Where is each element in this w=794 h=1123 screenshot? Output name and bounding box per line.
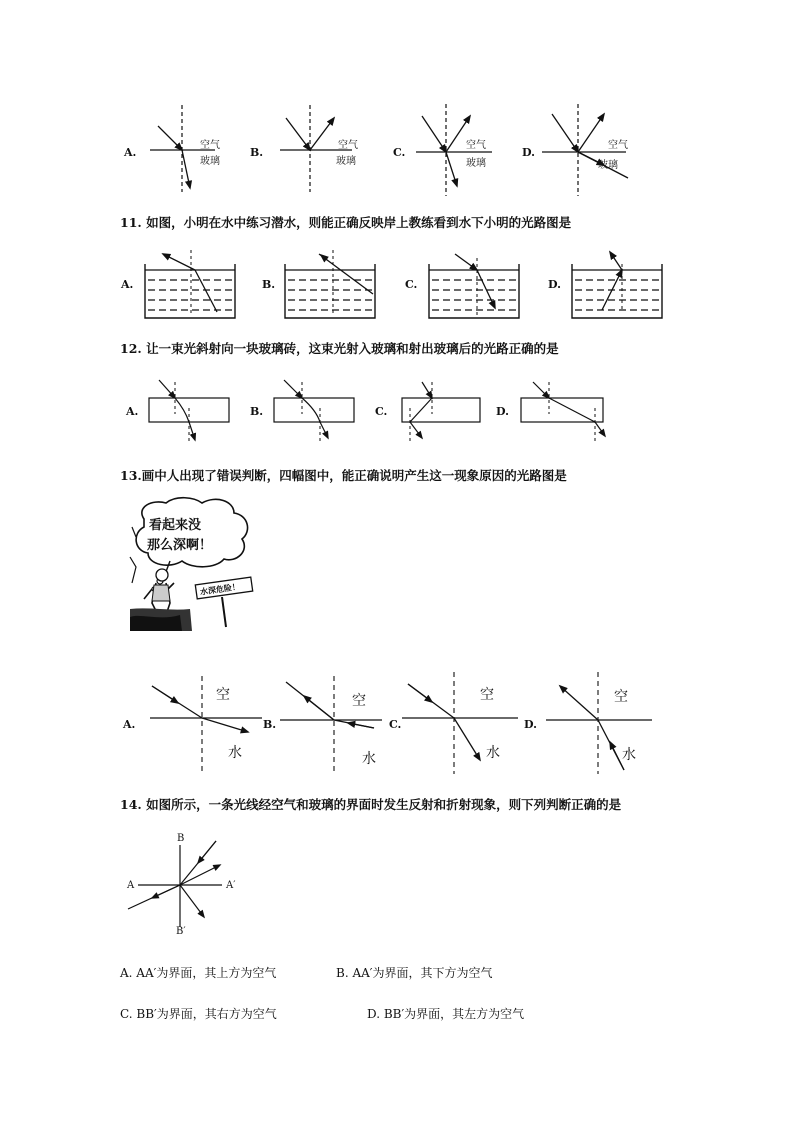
q10-d-glass-label: 玻璃 xyxy=(598,160,618,171)
q10-b-glass-label: 玻璃 xyxy=(336,156,356,167)
q13-option-b-label[interactable]: B. xyxy=(263,718,277,731)
q11-option-b-label[interactable]: B. xyxy=(262,278,276,291)
q13-text: 13.画中人出现了错误判断，四幅图中，能正确说明产生这一现象原因的光路图是 xyxy=(120,468,567,483)
q11-option-c-label[interactable]: C. xyxy=(405,278,418,291)
q10-c-glass-label: 玻璃 xyxy=(466,158,486,169)
q13-a-air-label: 空 xyxy=(216,687,230,703)
q14-option-a[interactable]: A. AA′为界面，其上方为空气 xyxy=(120,966,277,980)
q13-sign-text: 水深危险！ xyxy=(199,581,241,597)
q11-option-d-label[interactable]: D. xyxy=(548,278,561,291)
q13-c-water-label: 水 xyxy=(486,745,500,761)
q12-option-d-label[interactable]: D. xyxy=(496,405,509,418)
q14-label-a-prime: A′ xyxy=(226,880,236,891)
q12-option-a-label[interactable]: A. xyxy=(126,405,139,418)
q14-text: 14. 如图所示，一条光线经空气和玻璃的界面时发生反射和折射现象，则下列判断正确的是 xyxy=(120,797,622,812)
q13-b-air-label: 空 xyxy=(352,693,366,709)
q13-bubble-line2: 那么深啊！ xyxy=(147,538,213,553)
q12-diagram-c xyxy=(396,374,486,446)
q11-diagram-a xyxy=(143,248,238,323)
q13-b-water-label: 水 xyxy=(362,751,376,767)
q14-label-b: B xyxy=(177,833,185,844)
q11-diagram-b xyxy=(283,248,378,323)
q12-diagram-d xyxy=(519,374,614,446)
q10-a-air-label: 空气 xyxy=(200,140,220,151)
q13-option-d-label[interactable]: D. xyxy=(524,718,537,731)
q13-c-air-label: 空 xyxy=(480,687,494,703)
q11-diagram-c xyxy=(427,248,522,323)
q10-option-d-label[interactable]: D. xyxy=(522,146,535,159)
q10-a-glass-label: 玻璃 xyxy=(200,156,220,167)
q13-d-water-label: 水 xyxy=(622,747,636,763)
q13-diagram-c xyxy=(400,668,525,776)
q11-diagram-d xyxy=(570,248,665,323)
q13-a-water-label: 水 xyxy=(228,745,242,761)
q10-option-b-label[interactable]: B. xyxy=(250,146,264,159)
q12-diagram-b xyxy=(270,374,360,446)
q14-option-c[interactable]: C. BB′为界面，其右方为空气 xyxy=(120,1007,277,1021)
q10-diagram-c xyxy=(412,100,502,200)
q12-option-c-label[interactable]: C. xyxy=(375,405,388,418)
q10-option-c-label[interactable]: C. xyxy=(393,146,406,159)
q12-option-b-label[interactable]: B. xyxy=(250,405,264,418)
q14-label-b-prime: B′ xyxy=(176,926,186,937)
q13-option-c-label[interactable]: C. xyxy=(389,718,402,731)
q13-d-air-label: 空 xyxy=(614,689,628,705)
q11-text: 11. 如图，小明在水中练习潜水，则能正确反映岸上教练看到水下小明的光路图是 xyxy=(120,215,572,230)
q10-c-air-label: 空气 xyxy=(466,140,486,151)
q12-text: 12. 让一束光斜射向一块玻璃砖，这束光射入玻璃和射出玻璃后的光路正确的是 xyxy=(120,341,559,356)
q13-diagram-a xyxy=(140,668,265,776)
q12-diagram-a xyxy=(147,374,237,446)
q13-bubble-line1: 看起来没 xyxy=(149,518,202,533)
q13-option-a-label[interactable]: A. xyxy=(123,718,136,731)
q14-option-d[interactable]: D. BB′为界面，其左方为空气 xyxy=(367,1007,525,1021)
q10-option-a-label[interactable]: A. xyxy=(124,146,137,159)
q13-diagram-d xyxy=(540,668,665,776)
q14-label-a: A xyxy=(127,880,135,891)
q11-option-a-label[interactable]: A. xyxy=(121,278,134,291)
q13-diagram-b xyxy=(278,668,403,776)
q10-d-air-label: 空气 xyxy=(608,140,628,151)
q14-option-b[interactable]: B. AA′为界面，其下方为空气 xyxy=(336,966,493,980)
q10-b-air-label: 空气 xyxy=(338,140,358,151)
